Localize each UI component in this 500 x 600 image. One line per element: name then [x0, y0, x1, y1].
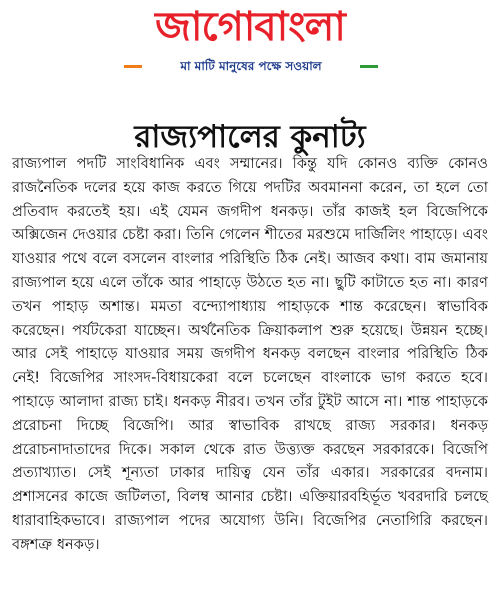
tagline: মা মাটি মানুষের পক্ষে সওয়াল: [180, 59, 322, 73]
tagline-rule-right: [360, 65, 378, 68]
tagline-bar: [0, 56, 500, 76]
newspaper-logo: জাগোবাংলা: [155, 4, 345, 50]
masthead: [0, 0, 500, 92]
article-headline: রাজ্যপালের কুনাট্য: [134, 118, 366, 155]
tagline-rule-left: [124, 65, 142, 68]
article-body: রাজ্যপাল পদটি সাংবিধানিক এবং সম্মানের। কিন্তু যদি কোনও ব্যক্তি কোনও রাজনৈতিক দলের হয়ে কাজ করতে গিয়ে পদটির অবমাননা করেন, তা হলে তো প্রতিবাদ করতেই হয়। এই যেমন জগদীপ ধনকড়। তাঁর কাজই হল বিজেপিকে অক্সিজেন দেওয়ার চেষ্টা করা। তিনি গেলেন শীতের মরশুমে দার্জিলিং পাহাড়ে। এবং যাওয়ার পথে বলে বসলেন বাংলার পরিস্থিতি ঠিক নেই। আজব কথা। বাম জমানায় রাজ্যপাল হয়ে এলে তাঁকে আর পাহাড়ে উঠতে হত না। ছুটি কাটাতে হত না। কারণ তখন পাহাড় অশান্ত। মমতা বন্দ্যোপাধ্যায় পাহাড়কে শান্ত করেছেন। স্বাভাবিক করেছেন। পর্যটকেরা যাচ্ছেন। অর্থনৈতিক ক্রিয়াকলাপ শুরু হয়েছে। উন্নয়ন হচ্ছে। আর সেই পাহাড়ে যাওয়ার সময় জগদীপ ধনকড় বলছেন বাংলার পরিস্থিতি ঠিক নেই! বিজেপির সাংসদ-বিধায়কেরা বলে চলেছেন বাংলাকে ভাগ করতে হবে। পাহাড়ে আলাদা রাজ্য চাই। ধনকড় নীরব। তখন তাঁর টুইট আসে না। শান্ত পাহাড়কে প্ররোচনা দিচ্ছে বিজেপি। আর স্বাভাবিক রাখছে রাজ্য সরকার। ধনকড় প্ররোচনাদাতাদের দিকে। সকাল থেকে রাত উত্ত্যক্ত করছেন সরকারকে। বিজেপি প্রত্যাখ্যাত। সেই শূন্যতা ঢাকার দায়িত্ব যেন তাঁর একার। সরকারের বদনাম। প্রশাসনের কাজে জটিলতা, বিলম্ব আনার চেষ্টা। এক্তিয়ারবহির্ভূত খবরদারি চলছে ধারাবাহিকভাবে। রাজ্যপাল পদের অযোগ্য উনি। বিজেপির নেতাগিরি করছেন। বঙ্গশত্রু ধনকড়।: [12, 155, 488, 553]
